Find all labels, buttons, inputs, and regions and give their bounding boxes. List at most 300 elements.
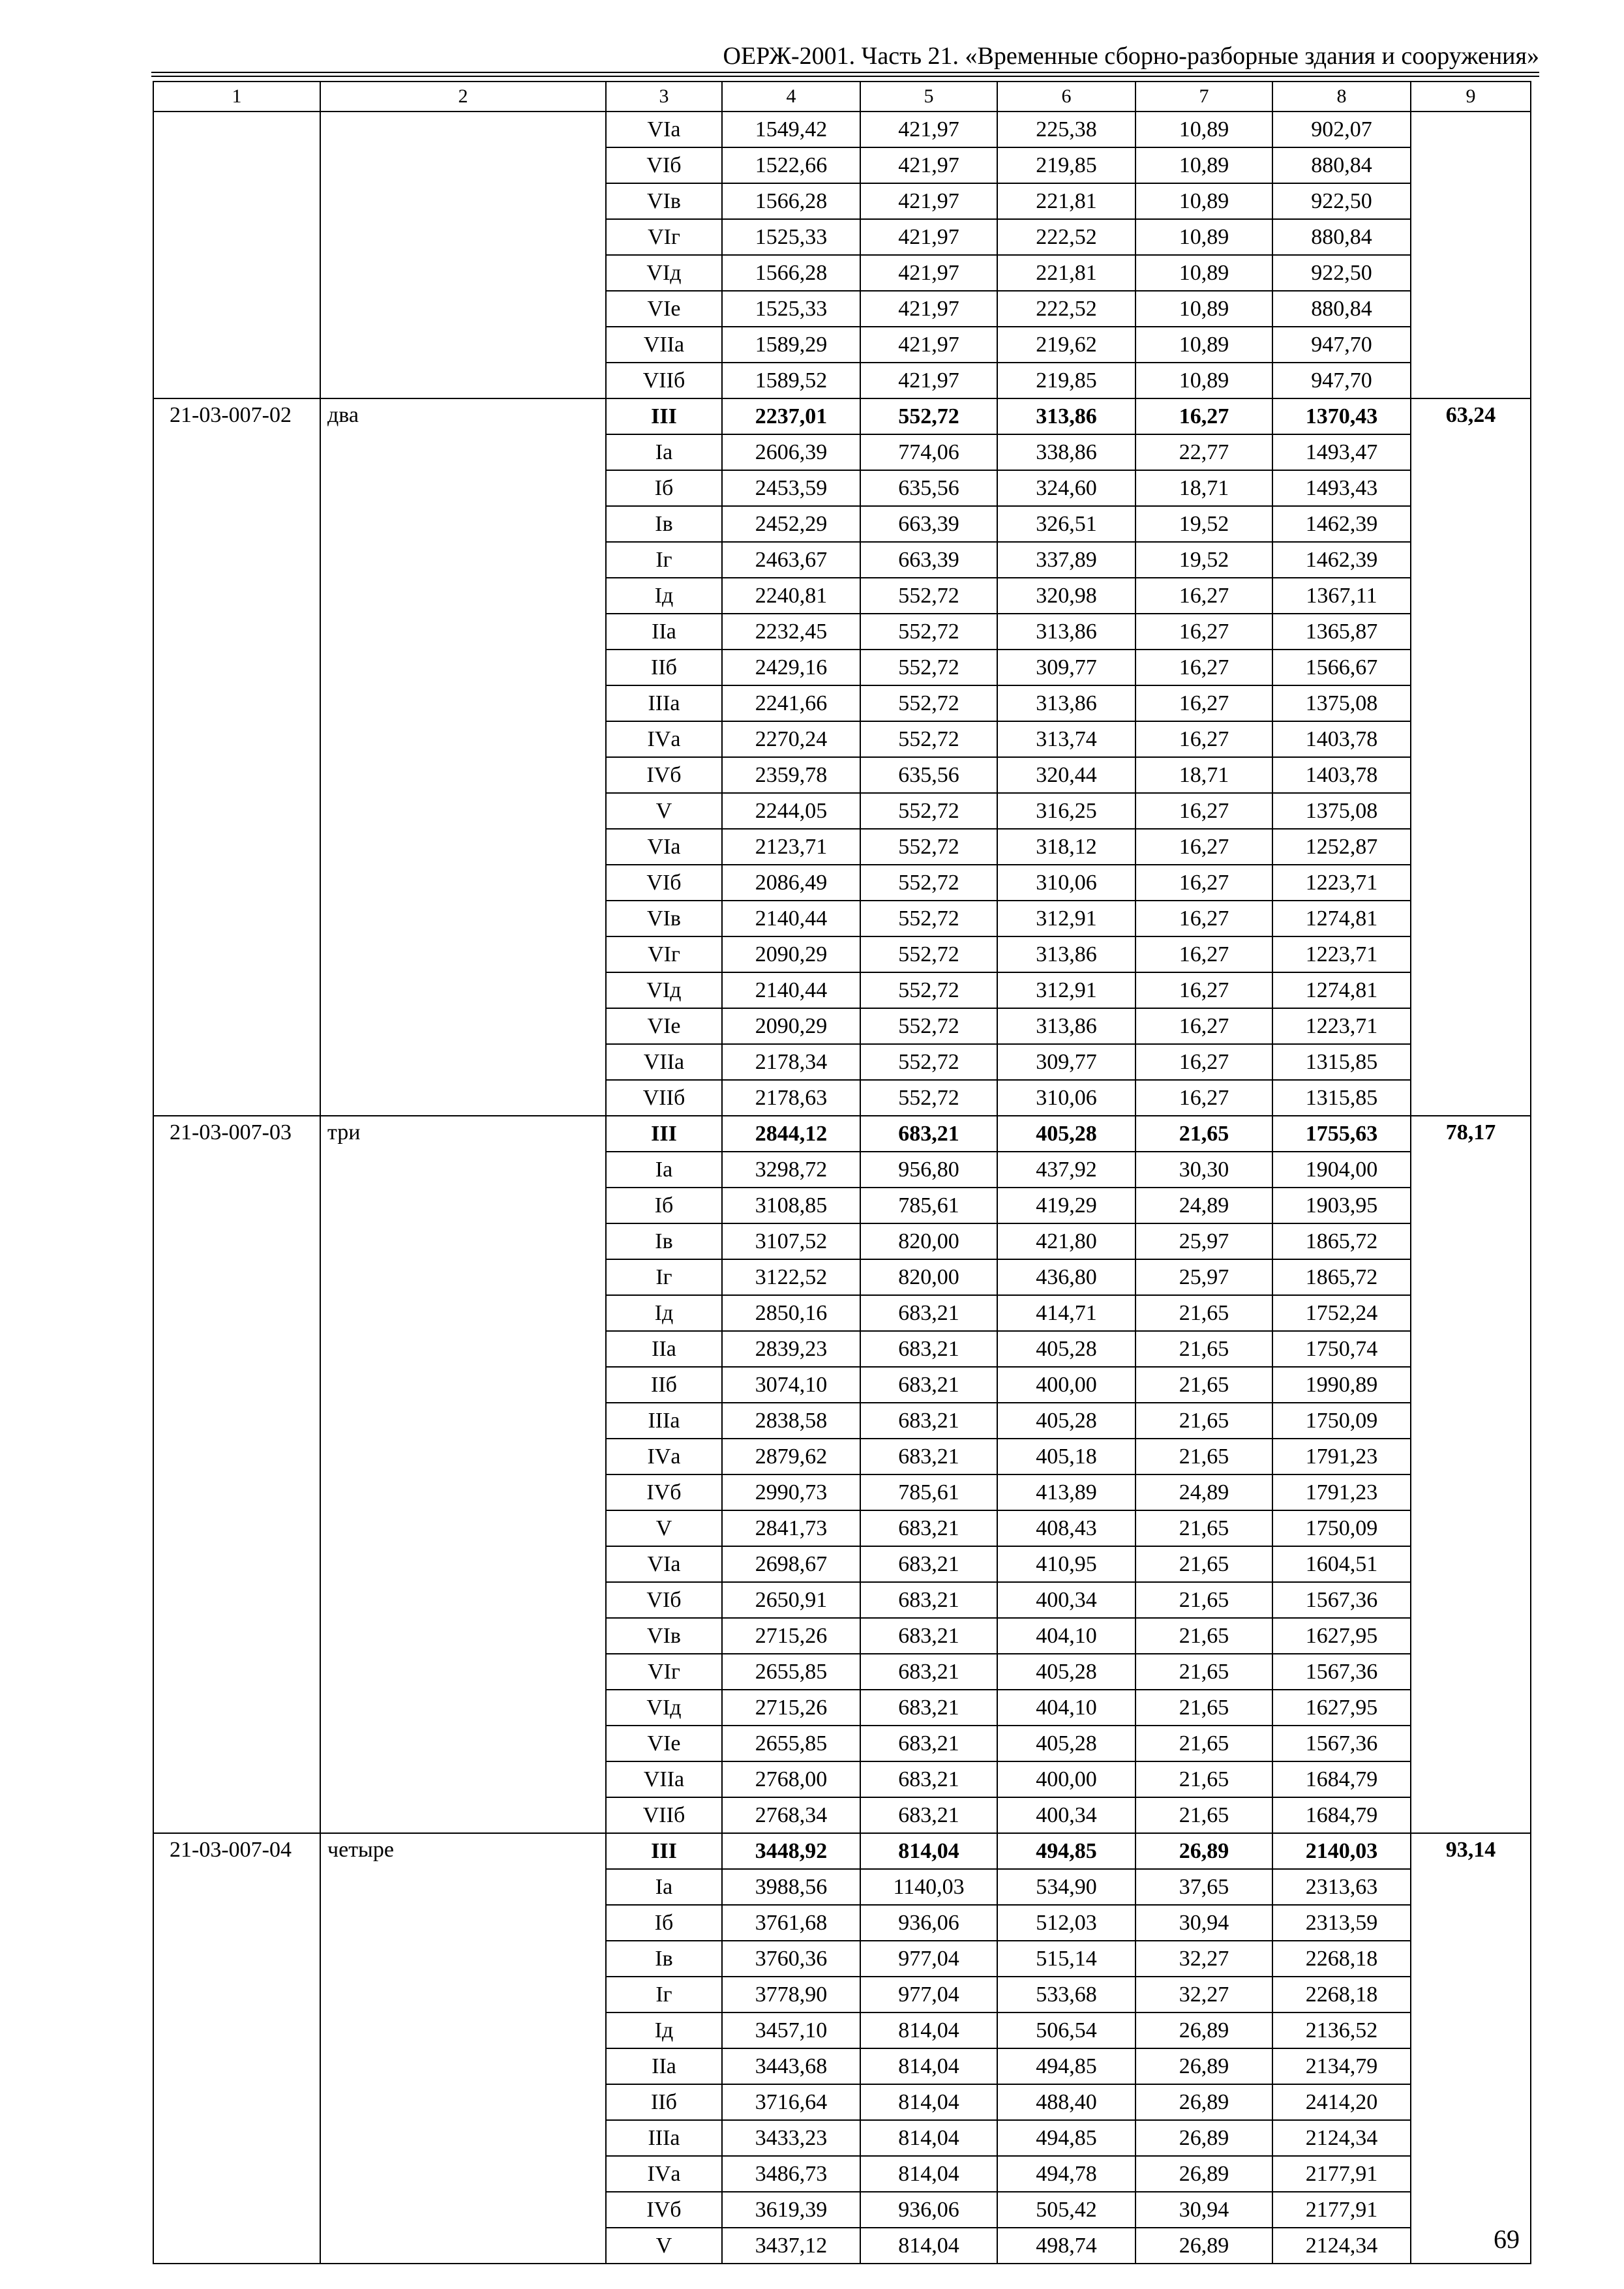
value-cell: 414,71 <box>997 1295 1135 1331</box>
value-cell: 3457,10 <box>722 2012 860 2048</box>
value-cell: 26,89 <box>1135 2084 1272 2120</box>
value-cell: 683,21 <box>860 1546 997 1582</box>
value-cell: 785,61 <box>860 1188 997 1223</box>
value-cell: 3107,52 <box>722 1223 860 1259</box>
value-cell: 814,04 <box>860 2048 997 2084</box>
value-cell: 2768,34 <box>722 1797 860 1833</box>
value-cell: 16,27 <box>1135 936 1272 972</box>
value-cell: 1462,39 <box>1272 506 1411 542</box>
value-cell: 1589,52 <box>722 363 860 398</box>
value-cell: 421,80 <box>997 1223 1135 1259</box>
value-cell: 10,89 <box>1135 255 1272 291</box>
value-cell: 2990,73 <box>722 1474 860 1510</box>
value-cell: 405,28 <box>997 1654 1135 1690</box>
value-cell: 21,65 <box>1135 1367 1272 1403</box>
region-cell: Iб <box>606 470 722 506</box>
column-number: 1 <box>153 82 320 112</box>
value-cell: 16,27 <box>1135 1044 1272 1080</box>
value-cell: 312,91 <box>997 972 1135 1008</box>
value-cell: 313,86 <box>997 1008 1135 1044</box>
value-cell: 814,04 <box>860 2156 997 2192</box>
value-cell: 1750,09 <box>1272 1403 1411 1439</box>
value-cell: 1370,43 <box>1272 398 1411 434</box>
value-cell: 977,04 <box>860 1941 997 1977</box>
value-cell: 494,85 <box>997 2048 1135 2084</box>
value-cell: 3761,68 <box>722 1905 860 1941</box>
value-cell: 880,84 <box>1272 291 1411 327</box>
value-cell: 2178,34 <box>722 1044 860 1080</box>
header-rule-top <box>151 72 1539 73</box>
value-cell: 219,85 <box>997 147 1135 183</box>
value-cell: 16,27 <box>1135 793 1272 829</box>
value-cell: 1755,63 <box>1272 1116 1411 1152</box>
value-cell: 3448,92 <box>722 1833 860 1869</box>
value-cell: 1566,28 <box>722 183 860 219</box>
rate-code <box>153 112 320 398</box>
value-cell: 1865,72 <box>1272 1259 1411 1295</box>
value-cell: 25,97 <box>1135 1223 1272 1259</box>
value-cell: 552,72 <box>860 972 997 1008</box>
value-cell: 313,86 <box>997 685 1135 721</box>
region-cell: VIв <box>606 901 722 936</box>
value-cell: 26,89 <box>1135 2228 1272 2264</box>
value-cell: 1684,79 <box>1272 1797 1411 1833</box>
value-cell: 820,00 <box>860 1259 997 1295</box>
value-cell: 2429,16 <box>722 650 860 685</box>
value-cell: 2844,12 <box>722 1116 860 1152</box>
value-cell: 880,84 <box>1272 147 1411 183</box>
column-number: 7 <box>1135 82 1272 112</box>
region-cell: VIа <box>606 112 722 147</box>
value-cell: 310,06 <box>997 1080 1135 1116</box>
value-cell: 947,70 <box>1272 363 1411 398</box>
value-cell: 421,97 <box>860 219 997 255</box>
value-cell: 26,89 <box>1135 1833 1272 1869</box>
value-cell: 21,65 <box>1135 1331 1272 1367</box>
rate-code: 21-03-007-02 <box>153 398 320 1116</box>
value-cell: 2359,78 <box>722 757 860 793</box>
value-cell: 2140,44 <box>722 901 860 936</box>
value-cell: 2134,79 <box>1272 2048 1411 2084</box>
value-cell: 2839,23 <box>722 1331 860 1367</box>
value-cell: 2850,16 <box>722 1295 860 1331</box>
value-cell: 222,52 <box>997 291 1135 327</box>
value-cell: 1493,43 <box>1272 470 1411 506</box>
value-cell: 1462,39 <box>1272 542 1411 578</box>
value-cell: 1252,87 <box>1272 829 1411 865</box>
value-cell: 1791,23 <box>1272 1439 1411 1474</box>
labor-cost-cell: 78,17 <box>1411 1116 1531 1833</box>
value-cell: 2090,29 <box>722 1008 860 1044</box>
value-cell: 785,61 <box>860 1474 997 1510</box>
value-cell: 814,04 <box>860 2084 997 2120</box>
value-cell: 21,65 <box>1135 1654 1272 1690</box>
value-cell: 3486,73 <box>722 2156 860 2192</box>
value-cell: 1375,08 <box>1272 685 1411 721</box>
value-cell: 1223,71 <box>1272 1008 1411 1044</box>
value-cell: 635,56 <box>860 470 997 506</box>
value-cell: 24,89 <box>1135 1188 1272 1223</box>
region-cell: Iа <box>606 434 722 470</box>
value-cell: 3108,85 <box>722 1188 860 1223</box>
value-cell: 221,81 <box>997 255 1135 291</box>
value-cell: 683,21 <box>860 1510 997 1546</box>
value-cell: 2655,85 <box>722 1726 860 1761</box>
value-cell: 1315,85 <box>1272 1080 1411 1116</box>
value-cell: 21,65 <box>1135 1403 1272 1439</box>
value-cell: 21,65 <box>1135 1726 1272 1761</box>
value-cell: 1604,51 <box>1272 1546 1411 1582</box>
value-cell: 16,27 <box>1135 972 1272 1008</box>
value-cell: 16,27 <box>1135 398 1272 434</box>
value-cell: 3122,52 <box>722 1259 860 1295</box>
region-cell: Iг <box>606 542 722 578</box>
value-cell: 814,04 <box>860 1833 997 1869</box>
region-cell: VIг <box>606 1654 722 1690</box>
value-cell: 1315,85 <box>1272 1044 1411 1080</box>
rate-code: 21-03-007-03 <box>153 1116 320 1833</box>
value-cell: 683,21 <box>860 1618 997 1654</box>
region-cell: VIд <box>606 1690 722 1726</box>
region-cell: Iа <box>606 1869 722 1905</box>
region-cell: VIе <box>606 1726 722 1761</box>
value-cell: 436,80 <box>997 1259 1135 1295</box>
value-cell: 16,27 <box>1135 650 1272 685</box>
region-cell: V <box>606 2228 722 2264</box>
table-row <box>153 398 1531 434</box>
value-cell: 3437,12 <box>722 2228 860 2264</box>
value-cell: 421,97 <box>860 327 997 363</box>
value-cell: 2123,71 <box>722 829 860 865</box>
value-cell: 10,89 <box>1135 363 1272 398</box>
value-cell: 16,27 <box>1135 865 1272 901</box>
table-row <box>153 1833 1531 1869</box>
value-cell: 552,72 <box>860 614 997 650</box>
value-cell: 400,00 <box>997 1761 1135 1797</box>
value-cell: 552,72 <box>860 578 997 614</box>
value-cell: 814,04 <box>860 2120 997 2156</box>
value-cell: 26,89 <box>1135 2156 1272 2192</box>
value-cell: 683,21 <box>860 1403 997 1439</box>
region-cell: Iв <box>606 506 722 542</box>
value-cell: 18,71 <box>1135 470 1272 506</box>
region-cell: V <box>606 1510 722 1546</box>
value-cell: 2453,59 <box>722 470 860 506</box>
value-cell: 316,25 <box>997 793 1135 829</box>
value-cell: 405,28 <box>997 1726 1135 1761</box>
region-cell: IIIа <box>606 1403 722 1439</box>
value-cell: 922,50 <box>1272 255 1411 291</box>
value-cell: 19,52 <box>1135 542 1272 578</box>
value-cell: 413,89 <box>997 1474 1135 1510</box>
value-cell: 19,52 <box>1135 506 1272 542</box>
value-cell: 437,92 <box>997 1152 1135 1188</box>
value-cell: 25,97 <box>1135 1259 1272 1295</box>
value-cell: 405,28 <box>997 1403 1135 1439</box>
value-cell: 494,78 <box>997 2156 1135 2192</box>
rate-name: два <box>320 398 606 1116</box>
value-cell: 2241,66 <box>722 685 860 721</box>
rate-name: три <box>320 1116 606 1833</box>
value-cell: 683,21 <box>860 1295 997 1331</box>
region-cell: IIб <box>606 1367 722 1403</box>
region-cell: Iг <box>606 1977 722 2012</box>
value-cell: 494,85 <box>997 2120 1135 2156</box>
value-cell: 814,04 <box>860 2228 997 2264</box>
value-cell: 947,70 <box>1272 327 1411 363</box>
value-cell: 663,39 <box>860 506 997 542</box>
region-cell: VIIа <box>606 1761 722 1797</box>
value-cell: 1274,81 <box>1272 901 1411 936</box>
value-cell: 2177,91 <box>1272 2156 1411 2192</box>
table-body <box>153 82 1531 2264</box>
value-cell: 977,04 <box>860 1977 997 2012</box>
price-table <box>153 81 1531 2264</box>
value-cell: 400,00 <box>997 1367 1135 1403</box>
labor-cost-cell: 63,24 <box>1411 398 1531 1116</box>
value-cell: 552,72 <box>860 398 997 434</box>
region-cell: IIа <box>606 1331 722 1367</box>
labor-cost-cell: 93,14 <box>1411 1833 1531 2264</box>
value-cell: 3443,68 <box>722 2048 860 2084</box>
region-cell: IVа <box>606 721 722 757</box>
value-cell: 683,21 <box>860 1582 997 1618</box>
region-cell: IIа <box>606 614 722 650</box>
value-cell: 30,94 <box>1135 2192 1272 2228</box>
value-cell: 1493,47 <box>1272 434 1411 470</box>
column-number: 9 <box>1411 82 1531 112</box>
value-cell: 16,27 <box>1135 614 1272 650</box>
region-cell: Iд <box>606 2012 722 2048</box>
value-cell: 10,89 <box>1135 327 1272 363</box>
value-cell: 552,72 <box>860 793 997 829</box>
value-cell: 309,77 <box>997 650 1135 685</box>
value-cell: 405,18 <box>997 1439 1135 1474</box>
labor-cost-cell <box>1411 112 1531 398</box>
value-cell: 30,30 <box>1135 1152 1272 1188</box>
value-cell: 16,27 <box>1135 1008 1272 1044</box>
value-cell: 505,42 <box>997 2192 1135 2228</box>
value-cell: 1365,87 <box>1272 614 1411 650</box>
value-cell: 225,38 <box>997 112 1135 147</box>
value-cell: 1750,09 <box>1272 1510 1411 1546</box>
region-cell: VIб <box>606 865 722 901</box>
value-cell: 1140,03 <box>860 1869 997 1905</box>
value-cell: 1567,36 <box>1272 1582 1411 1618</box>
value-cell: 936,06 <box>860 1905 997 1941</box>
value-cell: 663,39 <box>860 542 997 578</box>
column-number: 8 <box>1272 82 1411 112</box>
value-cell: 2268,18 <box>1272 1977 1411 2012</box>
value-cell: 400,34 <box>997 1582 1135 1618</box>
value-cell: 313,86 <box>997 614 1135 650</box>
value-cell: 1403,78 <box>1272 757 1411 793</box>
value-cell: 1223,71 <box>1272 865 1411 901</box>
column-number: 2 <box>320 82 606 112</box>
region-cell: III <box>606 1833 722 1869</box>
region-cell: IVб <box>606 2192 722 2228</box>
value-cell: 2655,85 <box>722 1654 860 1690</box>
value-cell: 421,97 <box>860 363 997 398</box>
value-cell: 1549,42 <box>722 112 860 147</box>
value-cell: 2313,59 <box>1272 1905 1411 1941</box>
value-cell: 552,72 <box>860 1044 997 1080</box>
value-cell: 2140,44 <box>722 972 860 1008</box>
value-cell: 1522,66 <box>722 147 860 183</box>
value-cell: 338,86 <box>997 434 1135 470</box>
region-cell: VIа <box>606 1546 722 1582</box>
value-cell: 21,65 <box>1135 1546 1272 1582</box>
region-cell: VIв <box>606 1618 722 1654</box>
value-cell: 313,74 <box>997 721 1135 757</box>
region-cell: IVб <box>606 757 722 793</box>
region-cell: IIIа <box>606 2120 722 2156</box>
value-cell: 2715,26 <box>722 1690 860 1726</box>
value-cell: 2838,58 <box>722 1403 860 1439</box>
region-cell: VIб <box>606 1582 722 1618</box>
value-cell: 310,06 <box>997 865 1135 901</box>
region-cell: VIв <box>606 183 722 219</box>
value-cell: 24,89 <box>1135 1474 1272 1510</box>
value-cell: 2086,49 <box>722 865 860 901</box>
value-cell: 552,72 <box>860 936 997 972</box>
value-cell: 2240,81 <box>722 578 860 614</box>
column-number-row <box>153 82 1531 112</box>
table-row <box>153 1116 1531 1152</box>
value-cell: 2270,24 <box>722 721 860 757</box>
value-cell: 936,06 <box>860 2192 997 2228</box>
value-cell: 32,27 <box>1135 1977 1272 2012</box>
value-cell: 1566,67 <box>1272 650 1411 685</box>
value-cell: 2237,01 <box>722 398 860 434</box>
value-cell: 683,21 <box>860 1367 997 1403</box>
region-cell: IVб <box>606 1474 722 1510</box>
value-cell: 683,21 <box>860 1797 997 1833</box>
region-cell: Iв <box>606 1223 722 1259</box>
value-cell: 1589,29 <box>722 327 860 363</box>
region-cell: Iг <box>606 1259 722 1295</box>
value-cell: 1567,36 <box>1272 1726 1411 1761</box>
value-cell: 219,85 <box>997 363 1135 398</box>
value-cell: 324,60 <box>997 470 1135 506</box>
value-cell: 1567,36 <box>1272 1654 1411 1690</box>
value-cell: 419,29 <box>997 1188 1135 1223</box>
region-cell: Iд <box>606 1295 722 1331</box>
value-cell: 1367,11 <box>1272 578 1411 614</box>
value-cell: 635,56 <box>860 757 997 793</box>
value-cell: 1750,74 <box>1272 1331 1411 1367</box>
value-cell: 219,62 <box>997 327 1135 363</box>
value-cell: 552,72 <box>860 721 997 757</box>
page-header-title: ОЕРЖ-2001. Часть 21. «Временные сборно-разборные здания и сооружения» <box>723 42 1539 70</box>
rate-name <box>320 112 606 398</box>
value-cell: 2244,05 <box>722 793 860 829</box>
value-cell: 1525,33 <box>722 291 860 327</box>
page-number: 69 <box>1494 2224 1520 2254</box>
value-cell: 880,84 <box>1272 219 1411 255</box>
value-cell: 2313,63 <box>1272 1869 1411 1905</box>
value-cell: 10,89 <box>1135 147 1272 183</box>
value-cell: 400,34 <box>997 1797 1135 1833</box>
value-cell: 2698,67 <box>722 1546 860 1582</box>
value-cell: 10,89 <box>1135 291 1272 327</box>
value-cell: 2606,39 <box>722 434 860 470</box>
region-cell: Iб <box>606 1905 722 1941</box>
value-cell: 408,43 <box>997 1510 1135 1546</box>
region-cell: V <box>606 793 722 829</box>
column-number: 4 <box>722 82 860 112</box>
rate-code: 21-03-007-04 <box>153 1833 320 2264</box>
value-cell: 922,50 <box>1272 183 1411 219</box>
region-cell: VIд <box>606 255 722 291</box>
value-cell: 16,27 <box>1135 829 1272 865</box>
region-cell: VIг <box>606 936 722 972</box>
header-rule-bottom <box>151 76 1539 77</box>
value-cell: 313,86 <box>997 398 1135 434</box>
value-cell: 404,10 <box>997 1690 1135 1726</box>
region-cell: VIIб <box>606 363 722 398</box>
value-cell: 3760,36 <box>722 1941 860 1977</box>
value-cell: 552,72 <box>860 865 997 901</box>
region-cell: IVа <box>606 2156 722 2192</box>
value-cell: 37,65 <box>1135 1869 1272 1905</box>
value-cell: 21,65 <box>1135 1797 1272 1833</box>
value-cell: 3619,39 <box>722 2192 860 2228</box>
value-cell: 421,97 <box>860 183 997 219</box>
value-cell: 1791,23 <box>1272 1474 1411 1510</box>
value-cell: 814,04 <box>860 2012 997 2048</box>
value-cell: 1375,08 <box>1272 793 1411 829</box>
region-cell: IIб <box>606 2084 722 2120</box>
value-cell: 498,74 <box>997 2228 1135 2264</box>
region-cell: IIа <box>606 2048 722 2084</box>
value-cell: 515,14 <box>997 1941 1135 1977</box>
value-cell: 16,27 <box>1135 901 1272 936</box>
region-cell: Iб <box>606 1188 722 1223</box>
value-cell: 2463,67 <box>722 542 860 578</box>
value-cell: 2268,18 <box>1272 1941 1411 1977</box>
value-cell: 16,27 <box>1135 685 1272 721</box>
value-cell: 21,65 <box>1135 1510 1272 1546</box>
region-cell: VIIа <box>606 327 722 363</box>
value-cell: 3716,64 <box>722 2084 860 2120</box>
value-cell: 552,72 <box>860 1080 997 1116</box>
value-cell: 533,68 <box>997 1977 1135 2012</box>
value-cell: 774,06 <box>860 434 997 470</box>
value-cell: 26,89 <box>1135 2012 1272 2048</box>
region-cell: VIIа <box>606 1044 722 1080</box>
value-cell: 1903,95 <box>1272 1188 1411 1223</box>
value-cell: 683,21 <box>860 1439 997 1474</box>
region-cell: VIе <box>606 291 722 327</box>
value-cell: 488,40 <box>997 2084 1135 2120</box>
column-number: 3 <box>606 82 722 112</box>
value-cell: 3298,72 <box>722 1152 860 1188</box>
column-number: 6 <box>997 82 1135 112</box>
value-cell: 421,97 <box>860 112 997 147</box>
value-cell: 16,27 <box>1135 721 1272 757</box>
value-cell: 2768,00 <box>722 1761 860 1797</box>
value-cell: 683,21 <box>860 1726 997 1761</box>
value-cell: 552,72 <box>860 829 997 865</box>
value-cell: 318,12 <box>997 829 1135 865</box>
region-cell: III <box>606 1116 722 1152</box>
value-cell: 10,89 <box>1135 112 1272 147</box>
region-cell: VIг <box>606 219 722 255</box>
value-cell: 3988,56 <box>722 1869 860 1905</box>
value-cell: 2177,91 <box>1272 2192 1411 2228</box>
region-cell: Iв <box>606 1941 722 1977</box>
